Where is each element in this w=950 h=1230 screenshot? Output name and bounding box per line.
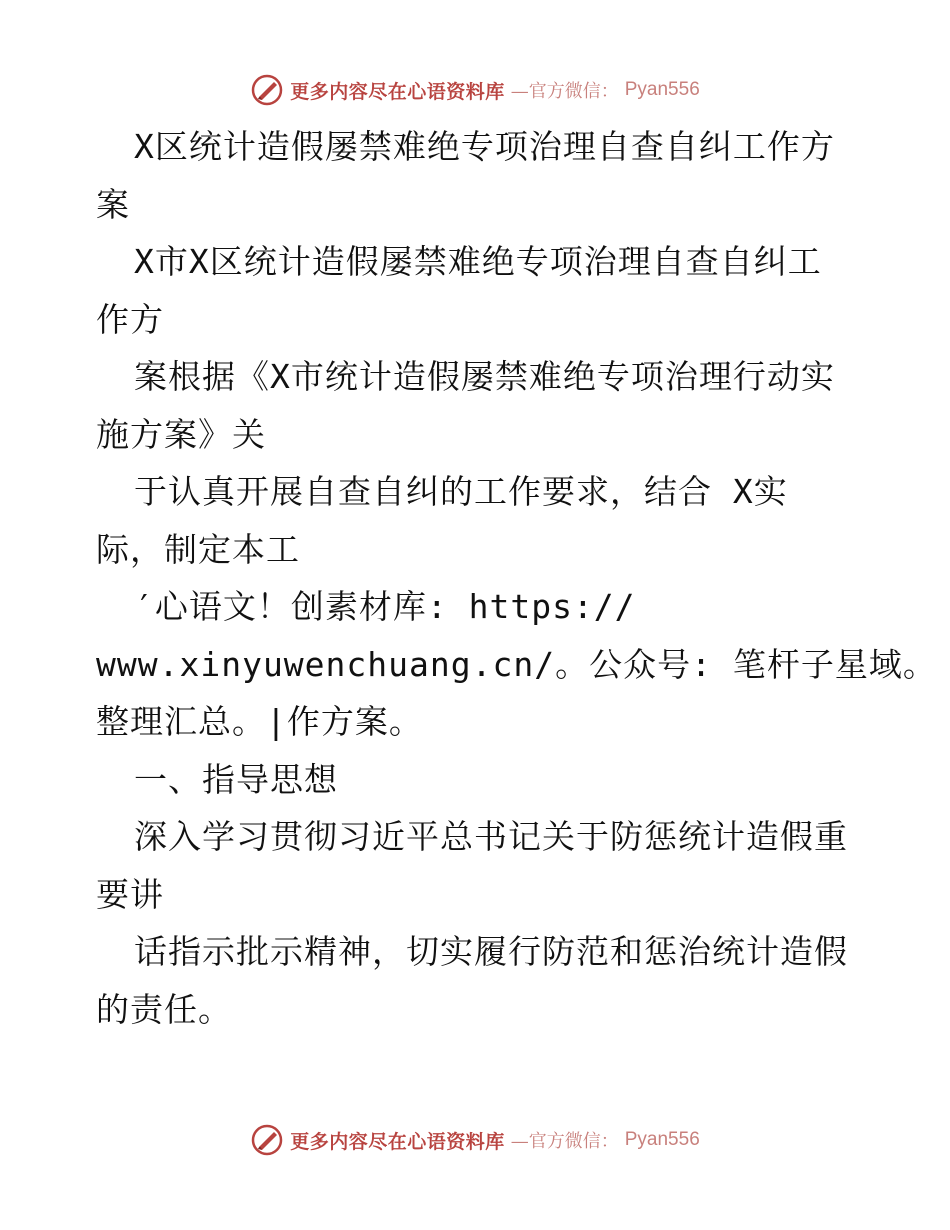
doc-paragraph-line: www.xinyuwenchuang.cn/。公众号: 笔杆子星域。 <box>96 644 937 684</box>
doc-paragraph-line: 话指示批示精神，切实履行防范和惩治统计造假 <box>134 932 848 971</box>
brush-logo-icon <box>250 1123 284 1157</box>
doc-paragraph-line: 整理汇总。|作方案。 <box>96 702 423 741</box>
doc-paragraph-line: 施方案》关 <box>96 414 266 454</box>
banner-handle: Pyan556 <box>624 79 700 100</box>
banner-handle: Pyan556 <box>624 1129 700 1150</box>
banner-title: 更多内容尽在心语资料库 <box>290 1130 505 1153</box>
doc-paragraph-line: 于认真开展自查自纠的工作要求，结合 X实 <box>134 472 788 511</box>
banner-subtitle: —官方微信： <box>510 81 619 102</box>
doc-paragraph-line: X市X区统计造假屡禁难绝专项治理自查自纠工 <box>134 242 822 281</box>
doc-paragraph-line: 作方 <box>96 299 164 339</box>
banner-subtitle: —官方微信： <box>510 1131 619 1152</box>
doc-paragraph-line: 深入学习贯彻习近平总书记关于防惩统计造假重 <box>134 817 848 856</box>
doc-paragraph-line: 要讲 <box>96 874 164 914</box>
doc-title-line-1: X区统计造假屡禁难绝专项治理自查自纠工作方 <box>134 127 835 166</box>
doc-paragraph-line: ′心语文！创素材库: https:// <box>134 587 636 626</box>
doc-paragraph-line: 际，制定本工 <box>96 529 300 569</box>
header-banner <box>0 70 950 110</box>
doc-title-line-2: 案 <box>96 184 130 224</box>
footer-banner <box>0 1120 950 1160</box>
document-body <box>96 118 937 1038</box>
banner-title: 更多内容尽在心语资料库 <box>290 80 505 103</box>
doc-section-heading: 一、指导思想 <box>134 759 338 799</box>
brush-logo-icon <box>250 73 284 107</box>
doc-paragraph-line: 案根据《X市统计造假屡禁难绝专项治理行动实 <box>134 357 835 396</box>
doc-paragraph-line: 的责任。 <box>96 989 232 1029</box>
